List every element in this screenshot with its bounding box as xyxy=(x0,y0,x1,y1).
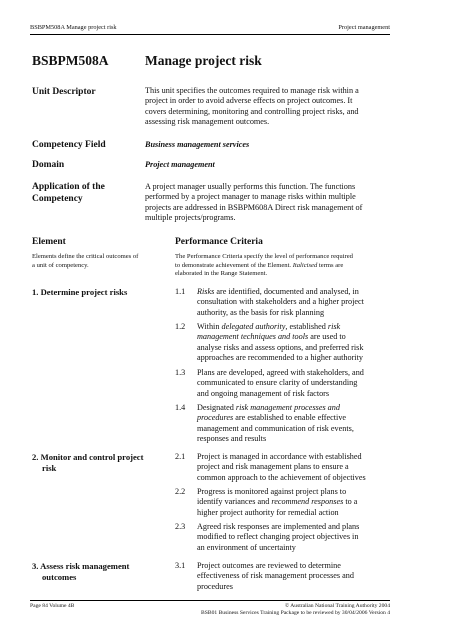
criterion-line: Within delegated authority, established risk xyxy=(197,322,341,331)
application-line: multiple projects/programs. xyxy=(145,212,236,222)
element-title-line: outcomes xyxy=(42,572,77,582)
unit-descriptor-label: Unit Descriptor xyxy=(32,87,96,97)
element-title xyxy=(32,561,129,583)
element-note-line: a unit of competency. xyxy=(32,261,89,269)
footer-page: Page 84 Volume 4B xyxy=(30,603,75,609)
criterion-text xyxy=(197,487,395,518)
unit-descriptor-text xyxy=(145,86,395,127)
criterion-line: management techniques and tools are used to xyxy=(197,332,346,342)
element-heading: Element xyxy=(32,237,66,247)
criterion-text xyxy=(197,368,395,399)
descriptor-line: project in order to avoid adverse effects on project outcomes. It xyxy=(145,96,353,106)
criterion-number: 2.1 xyxy=(175,452,186,461)
footer-package: BSB01 Business Services Training Package to be reviewed by 30/04/2006 Version 4 xyxy=(201,610,390,616)
unit-title: Manage project risk xyxy=(145,53,262,68)
criterion-line: project and risk management plans to ensure a xyxy=(197,462,349,472)
pc-note-line: The Performance Criteria specify the level of performance required xyxy=(175,253,353,260)
application-label xyxy=(32,181,105,205)
criterion-text xyxy=(197,287,395,318)
header-right: Project management xyxy=(338,24,390,31)
criterion-number: 1.3 xyxy=(175,368,186,377)
competency-field-value: Business management services xyxy=(145,140,250,149)
descriptor-line: assessing risk management outcomes. xyxy=(145,116,270,126)
element-note-line: Elements define the critical outcomes of xyxy=(32,253,139,260)
application-label-line: Application of the xyxy=(32,182,105,192)
domain-value: Project management xyxy=(145,160,215,169)
criterion-line: procedures are established to enable effective xyxy=(197,413,347,423)
criterion-number: 3.1 xyxy=(175,561,186,570)
performance-criteria-heading: Performance Criteria xyxy=(175,237,263,247)
application-line: performed by a project manager to manage risks within multiple xyxy=(145,192,356,202)
criterion-number: 2.3 xyxy=(175,522,186,531)
descriptor-line: This unit specifies the outcomes required to manage risk within a xyxy=(145,86,359,95)
criterion-line: Progress is monitored against project plans to xyxy=(197,487,347,496)
criterion-line: management and communication of risk events, xyxy=(197,423,354,433)
criterion-number: 1.4 xyxy=(175,403,186,412)
element-note xyxy=(32,253,172,270)
criterion-line: Agreed risk responses are implemented and plans xyxy=(197,522,360,531)
criterion-line: communicated to ensure clarity of understanding xyxy=(197,378,358,388)
criterion-line: procedures xyxy=(197,581,233,591)
criterion-line: Risks are identified, documented and analysed, in xyxy=(197,287,359,296)
application-text xyxy=(145,182,395,223)
page-footer xyxy=(30,600,390,616)
criterion-line: analyse risks and assess options, and preferred risk xyxy=(197,342,364,352)
criterion-line: Project is managed in accordance with established xyxy=(197,452,362,461)
element-title-line: risk xyxy=(42,463,57,473)
domain-label: Domain xyxy=(32,160,65,170)
application-line: projects are addressed in BSBPM608A Direct risk management of xyxy=(145,202,363,212)
unit-code: BSBPM508A xyxy=(32,53,109,68)
criterion-line: modified to reflect changing project objectives in xyxy=(197,532,359,542)
criterion-line: Project outcomes are reviewed to determine xyxy=(197,561,341,570)
criterion-line: responses and results xyxy=(197,433,267,443)
criterion-line: approaches are recommended to a higher authority xyxy=(197,352,363,362)
pc-note-line: to demonstrate achievement of the Element. Italicised terms are xyxy=(175,261,344,269)
criterion-number: 1.2 xyxy=(175,322,186,331)
criterion-line: consultation with stakeholders and a higher project xyxy=(197,297,364,307)
criterion-line: identify variances and recommend responses to a xyxy=(197,497,358,507)
application-line: A project manager usually performs this function. The functions xyxy=(145,182,356,191)
criterion-line: Designated risk management processes and xyxy=(197,403,340,412)
criterion-text xyxy=(197,522,395,553)
criterion-line: common approach to the achievement of objectives xyxy=(197,472,366,482)
descriptor-line: covers determining, monitoring and controlling project risks, and xyxy=(145,106,359,116)
element-title-line: 2. Monitor and control project xyxy=(32,452,144,462)
criterion-line: authority, as the basis for risk planning xyxy=(197,307,325,317)
competency-field-label: Competency Field xyxy=(32,140,106,150)
element-title xyxy=(32,452,143,474)
element-title: 1. Determine project risks xyxy=(32,287,128,297)
criterion-line: an environment of uncertainty xyxy=(197,542,296,552)
pc-note-line: elaborated in the Range Statement. xyxy=(175,270,268,278)
criterion-number: 2.2 xyxy=(175,487,186,496)
application-label-line: Competency xyxy=(32,194,83,204)
criterion-number: 1.1 xyxy=(175,287,186,296)
pc-note xyxy=(175,253,395,279)
criterion-text xyxy=(197,322,395,363)
criterion-line: higher project authority for remedial action xyxy=(197,507,339,517)
header-left: BSBPM508A Manage project risk xyxy=(30,24,117,31)
element-title-line: 3. Assess risk management xyxy=(32,561,130,571)
criterion-line: and ongoing management of risk factors xyxy=(197,388,330,398)
criterion-text xyxy=(197,561,395,592)
footer-copyright: © Australian National Training Authority 2004 xyxy=(284,603,390,609)
criterion-text xyxy=(197,403,395,444)
criterion-line: effectiveness of risk management processes and xyxy=(197,571,354,581)
criterion-line: Plans are developed, agreed with stakeholders, and xyxy=(197,368,364,377)
page-header xyxy=(30,24,390,35)
criterion-text xyxy=(197,452,395,483)
